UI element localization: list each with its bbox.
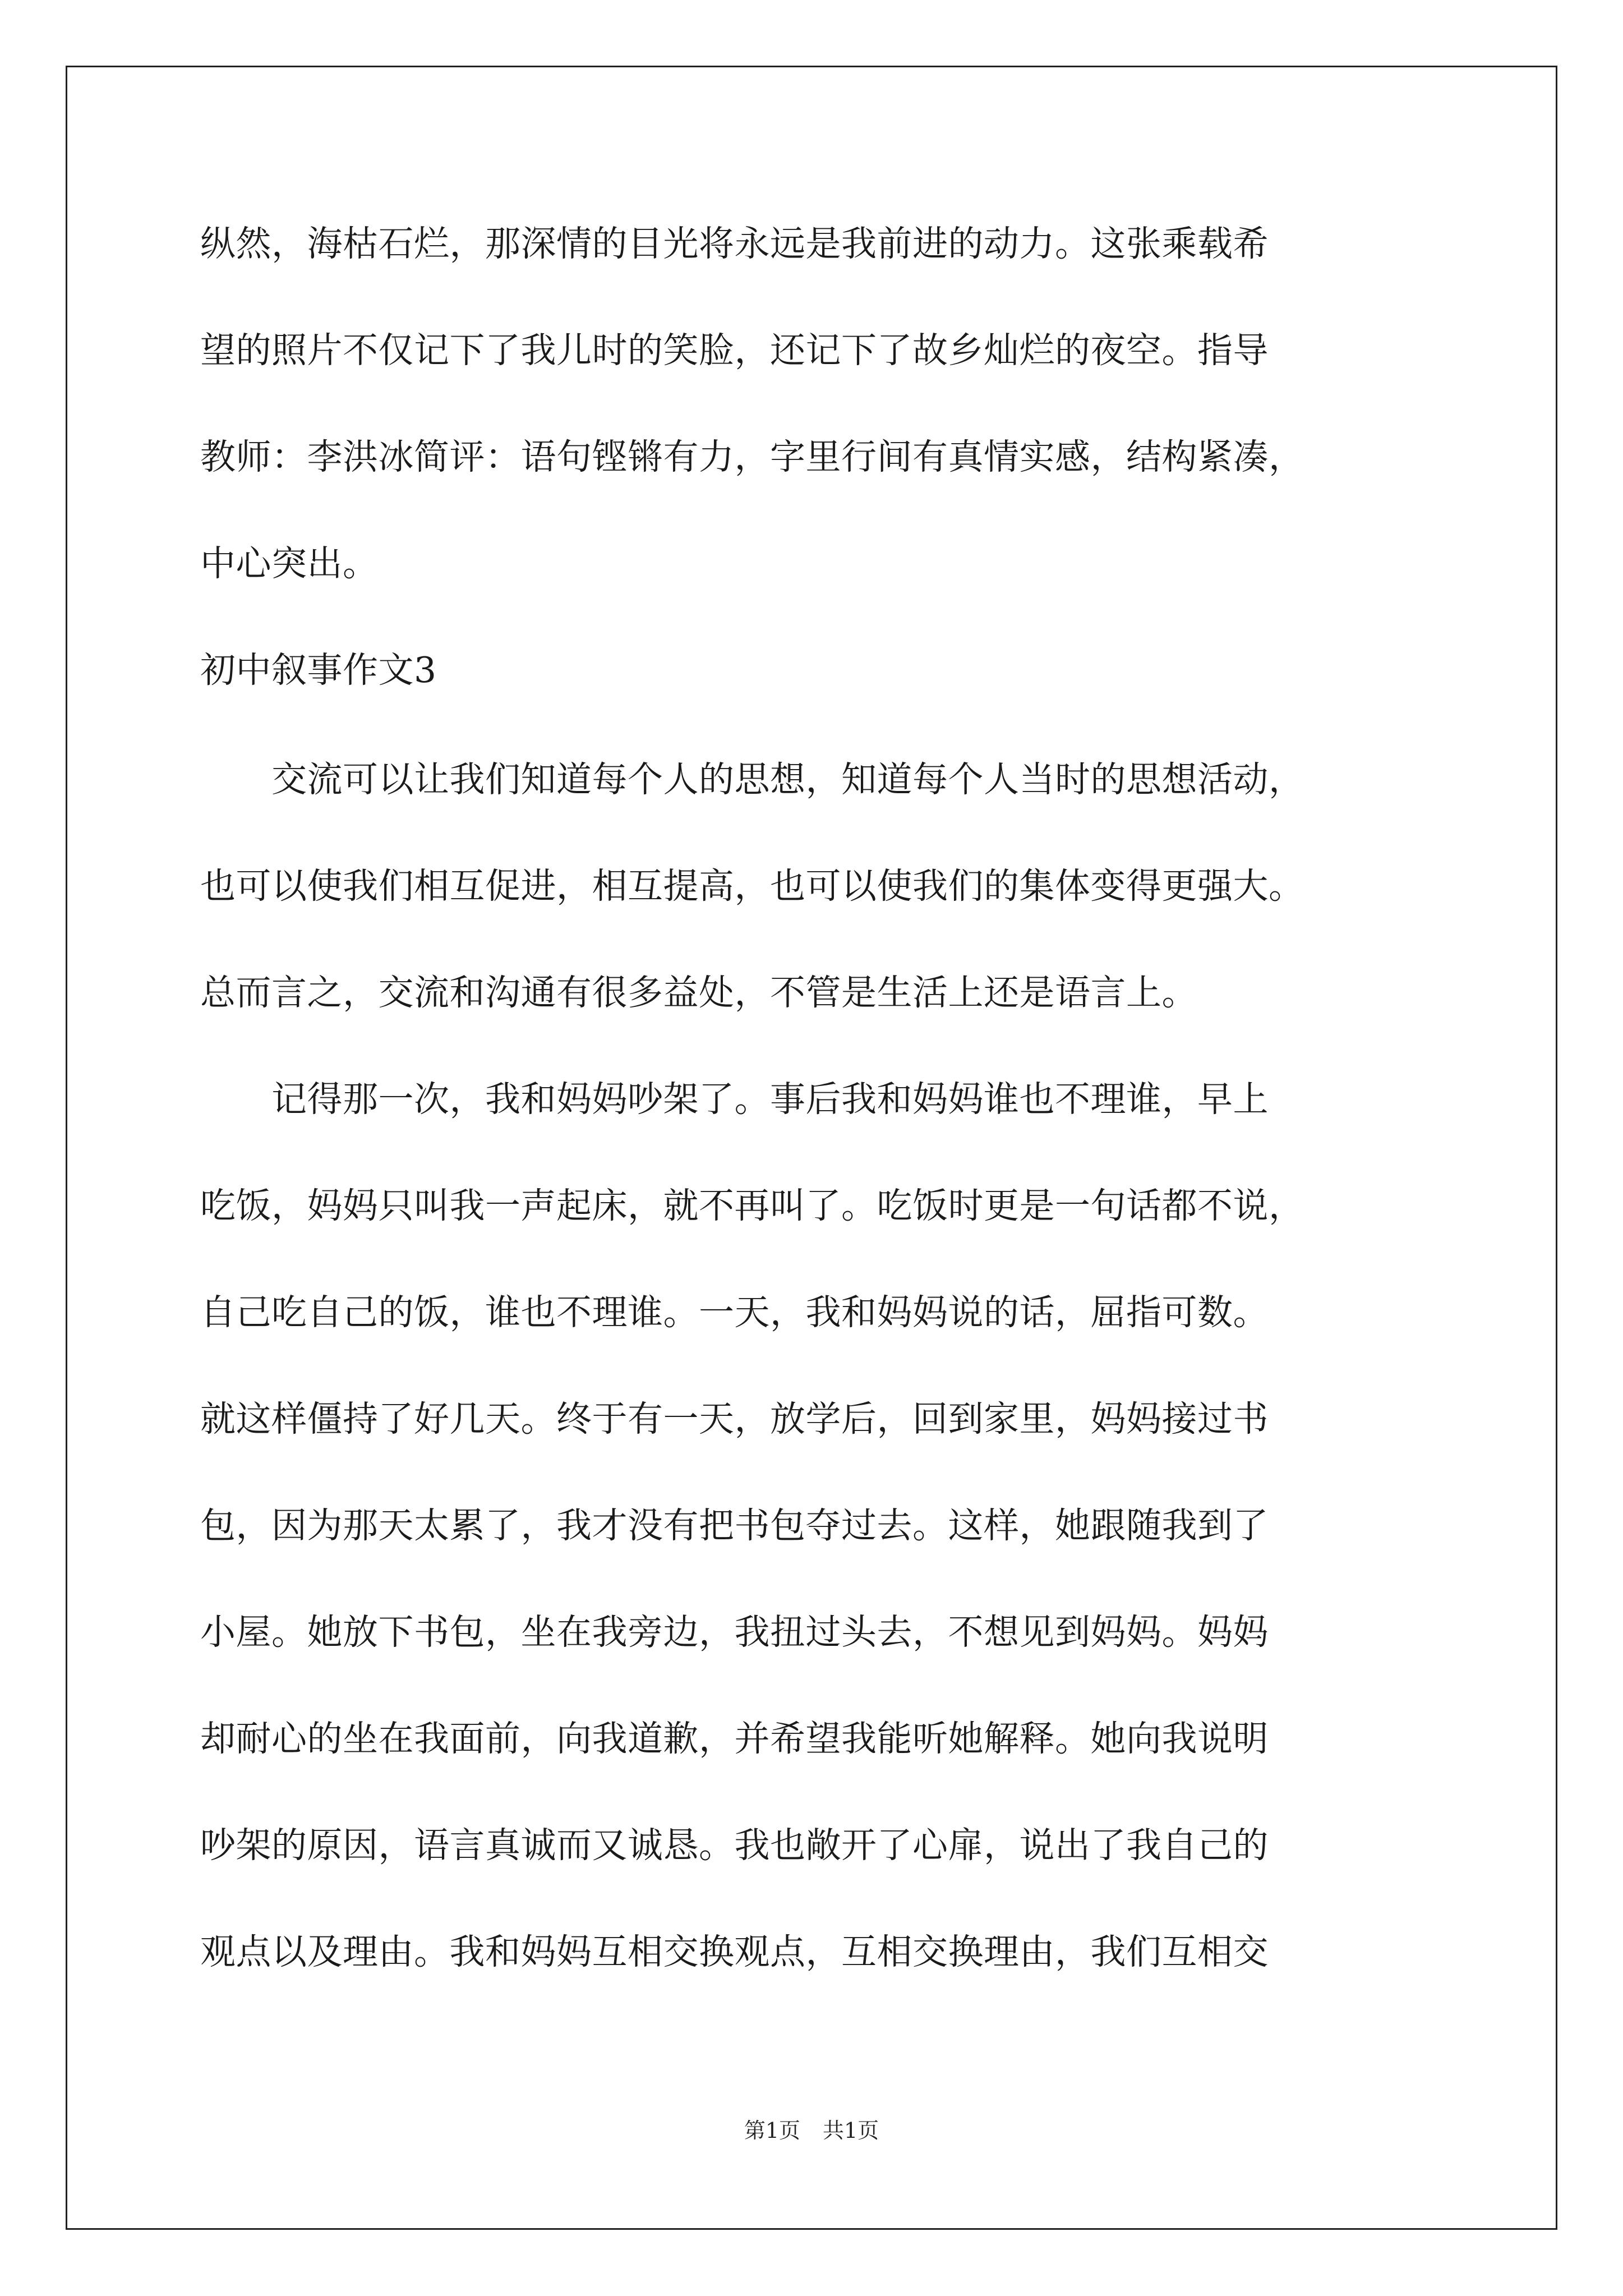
text-line: 记得那一次，我和妈妈吵架了。事后我和妈妈谁也不理谁，早上 xyxy=(200,1079,1269,1120)
section-heading: 初中叙事作文3 xyxy=(200,650,437,691)
text-line: 吵架的原因，语言真诚而又诚恳。我也敞开了心扉，说出了我自己的 xyxy=(200,1825,1269,1866)
text-line: 望的照片不仅记下了我儿时的笑脸，还记下了故乡灿烂的夜空。指导 xyxy=(200,330,1269,371)
text-line: 却耐心的坐在我面前，向我道歉，并希望我能听她解释。她向我说明 xyxy=(200,1718,1269,1759)
text-line: 也可以使我们相互促进，相互提高，也可以使我们的集体变得更强大。 xyxy=(200,866,1304,907)
text-line: 中心突出。 xyxy=(200,543,379,584)
page-number: 第1页 xyxy=(744,2118,800,2143)
text-line: 吃饭，妈妈只叫我一声起床，就不再叫了。吃饭时更是一句话都不说， xyxy=(200,1185,1304,1226)
text-line: 纵然，海枯石烂，那深情的目光将永远是我前进的动力。这张乘载希 xyxy=(200,223,1269,264)
text-line: 总而言之，交流和沟通有很多益处，不管是生活上还是语言上。 xyxy=(200,972,1197,1013)
text-line: 就这样僵持了好几天。终于有一天，放学后，回到家里，妈妈接过书 xyxy=(200,1398,1269,1439)
text-line: 交流可以让我们知道每个人的思想，知道每个人当时的思想活动， xyxy=(200,759,1304,800)
text-line: 观点以及理由。我和妈妈互相交换观点，互相交换理由，我们互相交 xyxy=(200,1931,1269,1972)
text-line: 小屋。她放下书包，坐在我旁边，我扭过头去，不想见到妈妈。妈妈 xyxy=(200,1612,1269,1653)
text-line: 自己吃自己的饭，谁也不理谁。一天，我和妈妈说的话，屈指可数。 xyxy=(200,1292,1269,1333)
text-line: 教师：李洪冰简评：语句铿锵有力，字里行间有真情实感，结构紧凑， xyxy=(200,436,1304,477)
page-footer xyxy=(0,2116,1623,2145)
page-total: 共1页 xyxy=(823,2118,879,2143)
text-line: 包，因为那天太累了，我才没有把书包夺过去。这样，她跟随我到了 xyxy=(200,1505,1269,1546)
page-border xyxy=(66,66,1557,2230)
